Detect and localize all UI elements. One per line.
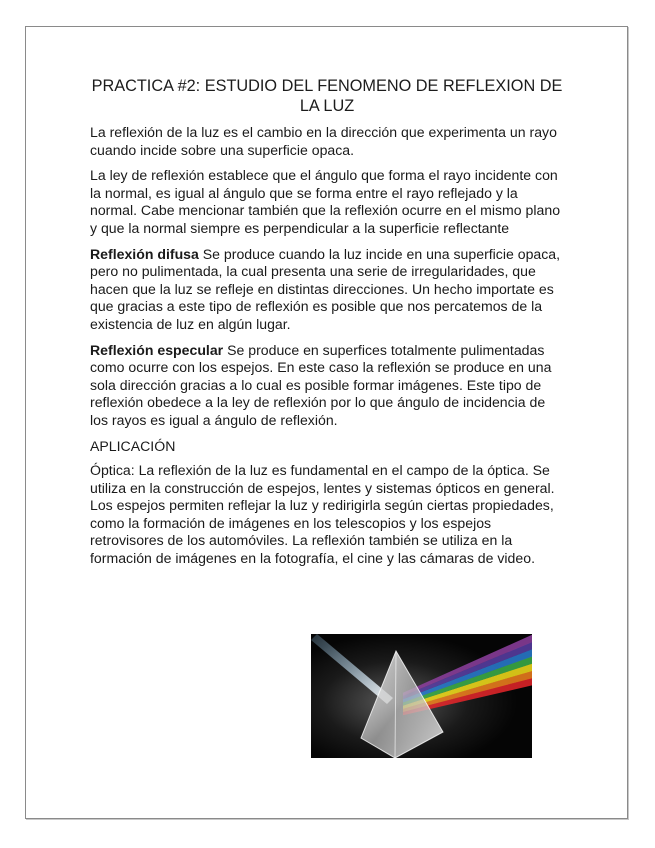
paragraph-diffuse-reflection: [90, 246, 564, 334]
section-heading-application: APLICACIÓN: [90, 437, 176, 454]
term-diffuse-reflection: Reflexión difusa: [90, 245, 199, 262]
term-specular-reflection: Reflexión especular: [90, 341, 224, 358]
paragraph-law-of-reflection: La ley de reflexión establece que el ángulo que forma el rayo incidente con la normal, es igual al ángulo que se forma entre el rayo reflejado y la normal. Cabe mencionar también que la reflexión ocurre en el mismo plano y que la normal siempre es perpendicular a la superficie reflectante: [90, 167, 561, 236]
prism-dispersion-image: [311, 634, 532, 758]
paragraph-specular-reflection: [90, 342, 564, 430]
document-page: [25, 26, 628, 819]
page-title: PRACTICA #2: ESTUDIO DEL FENOMENO DE REFLEXION DE LA LUZ: [91, 77, 563, 115]
prism-illustration: [311, 634, 532, 758]
paragraph-application: Óptica: La reflexión de la luz es fundamental en el campo de la óptica. Se utiliza en la construcción de espejos, lentes y sistemas ópticos en general. Los espejos permiten reflejar la luz y redirigirla según ciertas propiedades, como la formación de imágenes en los telescopios y los espejos retrovisores de los automóviles. La reflexión también se utiliza en la formación de imágenes en la fotografía, el cine y las cámaras de video.: [90, 462, 555, 567]
document-content: [90, 76, 564, 576]
paragraph-definition: La reflexión de la luz es el cambio en la dirección que experimenta un rayo cuando incide sobre una superficie opaca.: [90, 124, 557, 158]
diffuse-reflection-text: Se produce cuando la luz incide en una superficie opaca, pero no pulimentada, la cual presenta una serie de irregularidades, que hacen que la luz se refleje en distintas direcciones. Un hecho importate es que gracias a este tipo de reflexión es posible que nos percatemos de la existencia de luz en algún lugar.: [90, 245, 561, 332]
specular-reflection-text: Se produce en superfices totalmente pulimentadas como ocurre con los espejos. En este caso la reflexión se produce en una sola dirección gracias a lo cual es posible formar imágenes. Este tipo de reflexión obedece a la ley de reflexión por lo que ángulo de incidencia de los rayos es igual a ángulo de reflexión.: [90, 341, 552, 428]
